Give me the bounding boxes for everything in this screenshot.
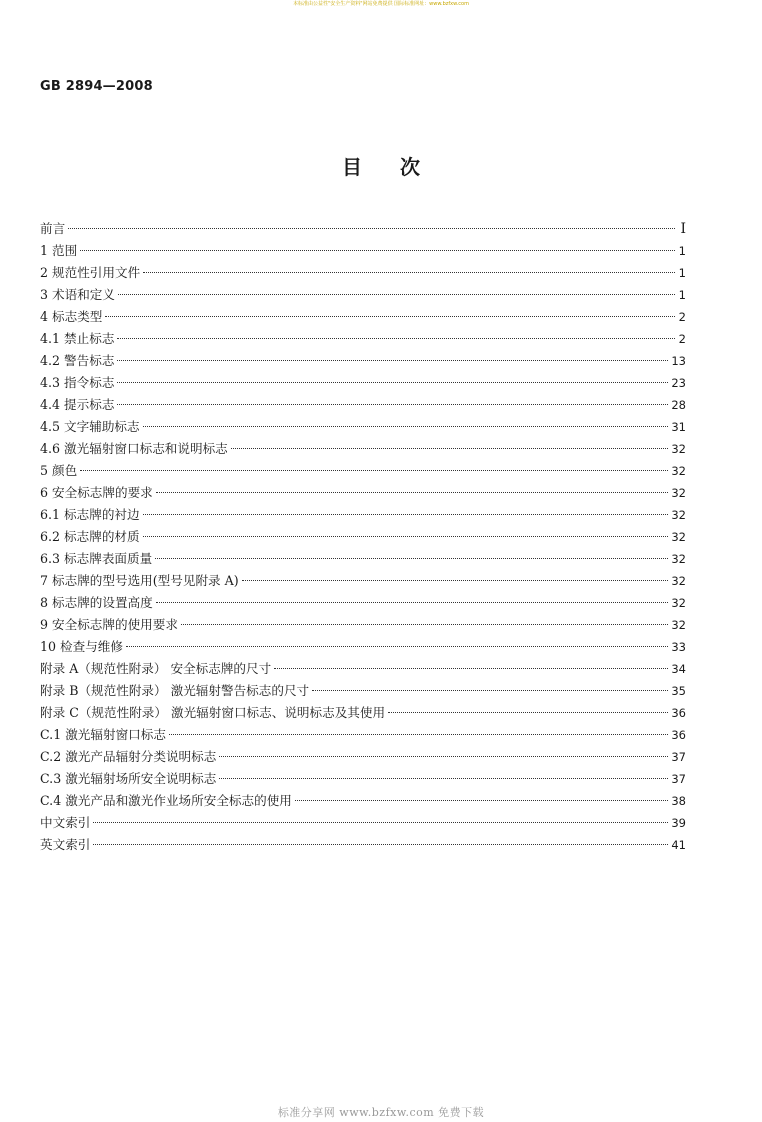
toc-entry-label: 6 安全标志牌的要求 bbox=[40, 485, 153, 500]
toc-entry-page-number: 32 bbox=[671, 618, 686, 632]
toc-dot-leader bbox=[117, 360, 668, 361]
toc-entry-page-number: 2 bbox=[678, 332, 686, 346]
toc-entry-label: 8 标志牌的设置高度 bbox=[40, 595, 153, 610]
footer-watermark: 标准分享网 www.bzfxw.com 免费下载 bbox=[277, 1106, 485, 1119]
toc-entry-page-number: 32 bbox=[671, 464, 686, 478]
toc-dot-leader bbox=[143, 514, 669, 515]
toc-entry-label: 3 术语和定义 bbox=[40, 287, 115, 302]
toc-entry-label: 4.1 禁止标志 bbox=[40, 331, 115, 346]
toc-entry[interactable] bbox=[40, 482, 686, 504]
toc-entry[interactable] bbox=[40, 372, 686, 394]
toc-dot-leader bbox=[312, 690, 668, 691]
toc-entry-label: 10 检查与维修 bbox=[40, 639, 123, 654]
toc-entry-label: C.3 激光辐射场所安全说明标志 bbox=[40, 771, 217, 786]
toc-dot-leader bbox=[80, 470, 668, 471]
toc-entry-page-number: 23 bbox=[671, 376, 686, 390]
toc-entry-label: 6.2 标志牌的材质 bbox=[40, 529, 140, 544]
standard-number: GB 2894—2008 bbox=[40, 79, 153, 94]
toc-entry[interactable] bbox=[40, 724, 686, 746]
toc-dot-leader bbox=[117, 404, 668, 405]
toc-entry-page-number: 32 bbox=[671, 530, 686, 544]
toc-entry[interactable] bbox=[40, 438, 686, 460]
toc-entry[interactable] bbox=[40, 680, 686, 702]
toc-entry-page-number: 37 bbox=[671, 750, 686, 764]
toc-entry[interactable] bbox=[40, 240, 686, 262]
toc-entry-label: 4.6 激光辐射窗口标志和说明标志 bbox=[40, 441, 228, 456]
page-title: 目次 bbox=[342, 155, 458, 179]
toc-entry-page-number: 28 bbox=[671, 398, 686, 412]
toc-entry[interactable] bbox=[40, 460, 686, 482]
toc-entry-label: 4.4 提示标志 bbox=[40, 397, 115, 412]
toc-entry-page-number: 36 bbox=[671, 706, 686, 720]
toc-entry-label: 5 颜色 bbox=[40, 463, 78, 478]
toc-entry-label: 2 规范性引用文件 bbox=[40, 265, 141, 280]
toc-entry-label: 6.3 标志牌表面质量 bbox=[40, 551, 153, 566]
toc-entry[interactable] bbox=[40, 350, 686, 372]
toc-entry[interactable] bbox=[40, 834, 686, 856]
toc-entry[interactable] bbox=[40, 328, 686, 350]
toc-entry-page-number: 35 bbox=[671, 684, 686, 698]
toc-dot-leader bbox=[126, 646, 668, 647]
toc-dot-leader bbox=[143, 536, 669, 537]
toc-entry-page-number: 32 bbox=[671, 442, 686, 456]
toc-entry[interactable] bbox=[40, 218, 686, 240]
toc-entry-label: 7 标志牌的型号选用(型号见附录 A) bbox=[40, 573, 239, 588]
toc-dot-leader bbox=[388, 712, 668, 713]
toc-entry-page-number: 2 bbox=[678, 310, 686, 324]
toc-entry[interactable] bbox=[40, 702, 686, 724]
toc-entry-page-number: 13 bbox=[671, 354, 686, 368]
toc-entry-label: 1 范围 bbox=[40, 243, 78, 258]
toc-entry[interactable] bbox=[40, 548, 686, 570]
table-of-contents bbox=[40, 218, 686, 856]
toc-entry[interactable] bbox=[40, 746, 686, 768]
toc-dot-leader bbox=[219, 756, 668, 757]
toc-entry-page-number: 32 bbox=[671, 574, 686, 588]
toc-entry-label: 4.3 指令标志 bbox=[40, 375, 115, 390]
toc-entry[interactable] bbox=[40, 416, 686, 438]
toc-entry-page-number: 1 bbox=[678, 266, 686, 280]
toc-dot-leader bbox=[231, 448, 669, 449]
toc-dot-leader bbox=[105, 316, 675, 317]
toc-entry-label: 附录 A（规范性附录） 安全标志牌的尺寸 bbox=[40, 661, 272, 676]
toc-entry-label: 附录 B（规范性附录） 激光辐射警告标志的尺寸 bbox=[40, 683, 310, 698]
toc-entry-label: 中文索引 bbox=[40, 815, 91, 830]
toc-entry-label: 附录 C（规范性附录） 激光辐射窗口标志、说明标志及其使用 bbox=[40, 705, 386, 720]
toc-entry-label: C.1 激光辐射窗口标志 bbox=[40, 727, 166, 742]
toc-entry-page-number: 32 bbox=[671, 596, 686, 610]
toc-entry-page-number: 32 bbox=[671, 508, 686, 522]
source-banner: 本标准由公益性"安全生产资料"网站免费提供 国际标准网址：www.bzfxw.com bbox=[292, 1, 469, 7]
toc-entry-page-number: 32 bbox=[671, 552, 686, 566]
toc-entry-label: 9 安全标志牌的使用要求 bbox=[40, 617, 178, 632]
toc-entry[interactable] bbox=[40, 262, 686, 284]
toc-dot-leader bbox=[93, 822, 668, 823]
toc-entry[interactable] bbox=[40, 812, 686, 834]
toc-entry[interactable] bbox=[40, 306, 686, 328]
toc-entry-label: 6.1 标志牌的衬边 bbox=[40, 507, 140, 522]
toc-entry-label: 4 标志类型 bbox=[40, 309, 103, 324]
toc-entry-label: 4.5 文字辅助标志 bbox=[40, 419, 140, 434]
toc-dot-leader bbox=[68, 228, 675, 229]
toc-entry[interactable] bbox=[40, 504, 686, 526]
toc-entry[interactable] bbox=[40, 592, 686, 614]
toc-dot-leader bbox=[143, 272, 675, 273]
toc-dot-leader bbox=[156, 602, 669, 603]
toc-entry[interactable] bbox=[40, 636, 686, 658]
toc-entry-label: 前言 bbox=[40, 221, 66, 236]
toc-dot-leader bbox=[117, 338, 675, 339]
toc-entry-label: 英文索引 bbox=[40, 837, 91, 852]
toc-dot-leader bbox=[169, 734, 668, 735]
toc-dot-leader bbox=[295, 800, 668, 801]
toc-dot-leader bbox=[274, 668, 668, 669]
toc-entry-page-number: 33 bbox=[671, 640, 686, 654]
toc-entry-label: C.2 激光产品辐射分类说明标志 bbox=[40, 749, 217, 764]
toc-entry[interactable] bbox=[40, 284, 686, 306]
toc-entry-page-number: I bbox=[680, 221, 686, 237]
toc-entry-page-number: 41 bbox=[671, 838, 686, 852]
toc-entry-page-number: 1 bbox=[678, 244, 686, 258]
toc-dot-leader bbox=[155, 558, 668, 559]
toc-entry[interactable] bbox=[40, 614, 686, 636]
toc-entry-page-number: 1 bbox=[678, 288, 686, 302]
toc-entry-page-number: 38 bbox=[671, 794, 686, 808]
toc-entry[interactable] bbox=[40, 768, 686, 790]
toc-dot-leader bbox=[143, 426, 669, 427]
toc-entry-page-number: 34 bbox=[671, 662, 686, 676]
toc-entry[interactable] bbox=[40, 658, 686, 680]
toc-entry-page-number: 39 bbox=[671, 816, 686, 830]
toc-entry[interactable] bbox=[40, 570, 686, 592]
toc-dot-leader bbox=[181, 624, 668, 625]
toc-entry-label: C.4 激光产品和激光作业场所安全标志的使用 bbox=[40, 793, 292, 808]
toc-entry[interactable] bbox=[40, 394, 686, 416]
toc-entry-label: 4.2 警告标志 bbox=[40, 353, 115, 368]
toc-entry-page-number: 37 bbox=[671, 772, 686, 786]
toc-dot-leader bbox=[219, 778, 668, 779]
toc-dot-leader bbox=[156, 492, 669, 493]
toc-dot-leader bbox=[80, 250, 675, 251]
toc-dot-leader bbox=[242, 580, 669, 581]
toc-dot-leader bbox=[118, 294, 675, 295]
toc-entry-page-number: 32 bbox=[671, 486, 686, 500]
toc-dot-leader bbox=[117, 382, 668, 383]
toc-entry-page-number: 31 bbox=[671, 420, 686, 434]
toc-dot-leader bbox=[93, 844, 668, 845]
toc-entry[interactable] bbox=[40, 526, 686, 548]
toc-entry[interactable] bbox=[40, 790, 686, 812]
toc-entry-page-number: 36 bbox=[671, 728, 686, 742]
